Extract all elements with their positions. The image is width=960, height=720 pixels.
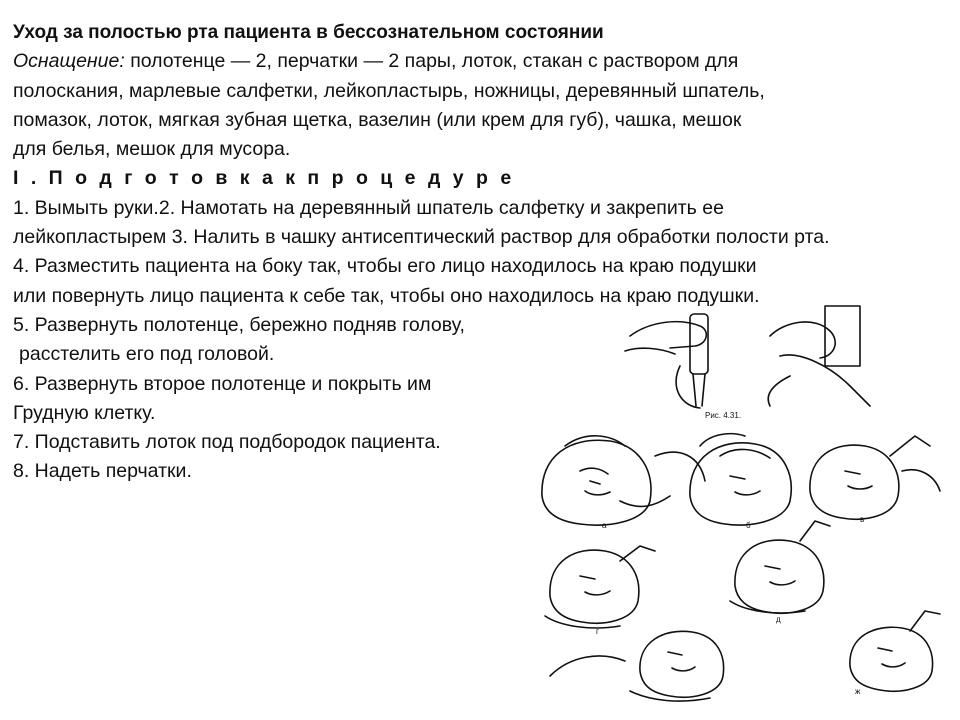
patient-sketch-a bbox=[542, 436, 705, 525]
equipment-line-4: для белья, мешок для мусора. bbox=[13, 138, 291, 161]
panel-label-b: б bbox=[746, 521, 751, 530]
patient-sketch-g bbox=[850, 611, 940, 691]
panel-label-a: а bbox=[602, 521, 607, 530]
step-line: Грудную клетку. bbox=[13, 401, 156, 424]
step-line: 1. Вымыть руки.2. Намотать на деревянный шпатель салфетку и закрепить ее bbox=[13, 196, 724, 219]
panel-label-e: д bbox=[776, 615, 781, 624]
step-line: 7. Подставить лоток под подбородок пациента. bbox=[13, 431, 441, 454]
panel-label-d: г bbox=[596, 627, 599, 636]
hands-wrapping-spatula-sketch bbox=[625, 306, 870, 408]
equipment-line-1 bbox=[13, 47, 948, 76]
step-line: или повернуть лицо пациента к себе так, чтобы оно находилось на краю подушки. bbox=[13, 284, 760, 307]
patient-sketch-c bbox=[810, 436, 940, 519]
step-line: лейкопластырем 3. Налить в чашку антисептический раствор для обработки полости рта. bbox=[13, 226, 830, 249]
figure-caption: Рис. 4.31. bbox=[705, 411, 742, 420]
patient-sketch-e bbox=[730, 521, 830, 613]
patient-sketch-f bbox=[550, 631, 724, 701]
step-line: 8. Надеть перчатки. bbox=[13, 460, 192, 483]
section-heading: I . П о д г о т о в к а к п р о ц е д у р е bbox=[13, 167, 515, 190]
patient-sketch-d bbox=[545, 546, 655, 628]
equipment-text-1: полотенце — 2, перчатки — 2 пары, лоток, стакан с раствором для bbox=[124, 50, 739, 73]
step-line: 5. Развернуть полотенце, бережно подняв голову, bbox=[13, 313, 465, 336]
panel-label-c: в bbox=[860, 515, 865, 524]
page-title: Уход за полостью рта пациента в бессознательном состоянии bbox=[13, 22, 604, 43]
equipment-label: Оснащение: bbox=[13, 50, 125, 73]
step-line: 4. Разместить пациента на боку так, чтобы его лицо находилось на краю подушки bbox=[13, 255, 757, 278]
procedure-illustration bbox=[530, 296, 950, 710]
equipment-line-2: полоскания, марлевые салфетки, лейкопластырь, ножницы, деревянный шпатель, bbox=[13, 79, 765, 102]
step-line: 6. Развернуть второе полотенце и покрыть им bbox=[13, 372, 432, 395]
equipment-line-3: помазок, лоток, мягкая зубная щетка, вазелин (или крем для губ), чашка, мешок bbox=[13, 108, 742, 131]
panel-label-zh: ж bbox=[855, 687, 861, 696]
step-line: расстелить его под головой. bbox=[19, 343, 275, 366]
